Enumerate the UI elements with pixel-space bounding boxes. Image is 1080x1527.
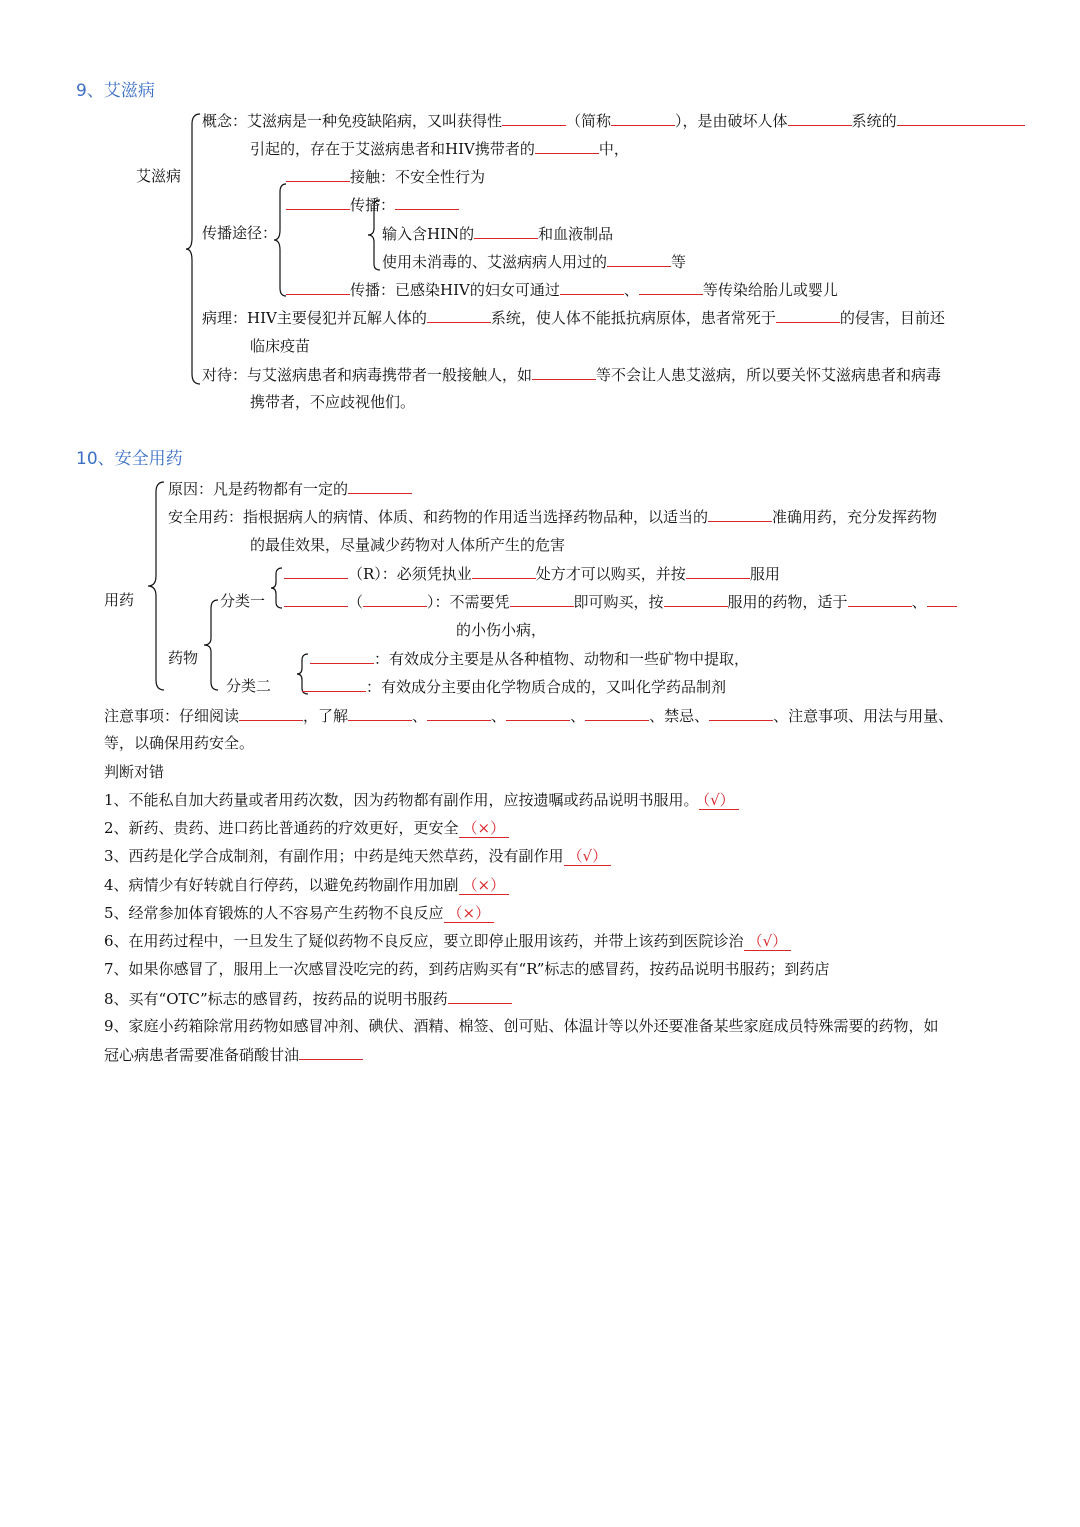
blank[interactable] (448, 988, 512, 1004)
blood-sub-1: 输入含HIN的 和血液制品 (382, 225, 614, 243)
judgment-item: 2、新药、贵药、进口药比普通药的疗效更好，更安全 （×） (104, 818, 509, 838)
class1-label: 分类一 (220, 592, 266, 610)
blank[interactable] (532, 364, 596, 380)
judgment-item-9-line-2: 冠心病患者需要准备硝酸甘油 (104, 1044, 363, 1065)
aids-root-label: 艾滋病 (136, 167, 182, 185)
judgment-answer[interactable]: （×） (459, 819, 510, 838)
class1-line-1: （R）：必须凭执业 处方才可以购买，并按 服用 (284, 563, 780, 584)
blank[interactable] (535, 138, 599, 154)
class1-line-3: 的小伤小病， (456, 621, 547, 639)
blank[interactable] (472, 563, 536, 579)
blank[interactable] (474, 223, 538, 239)
blank[interactable] (664, 591, 728, 607)
blank[interactable] (348, 478, 412, 494)
blank[interactable] (363, 591, 427, 607)
transmission-label: 传播途径： (202, 224, 278, 242)
blank[interactable] (286, 166, 350, 182)
blank[interactable] (686, 563, 750, 579)
blank[interactable] (776, 307, 840, 323)
class1-brace (272, 568, 284, 608)
blank[interactable] (607, 251, 671, 267)
medication-root-label: 用药 (104, 591, 135, 609)
blank[interactable] (585, 705, 649, 721)
blank[interactable] (506, 705, 570, 721)
blank[interactable] (239, 705, 303, 721)
blank[interactable] (848, 591, 912, 607)
blank[interactable] (302, 676, 366, 692)
judgment-item: 4、病情少有好转就自行停药，以避免药物副作用加剧 （×） (104, 875, 509, 895)
notes-line-2: 等，以确保用药安全。 (104, 734, 255, 752)
judgment-answer[interactable]: （√） (699, 791, 739, 810)
judgment-item: 1、不能私自加大药量或者用药次数，因为药物都有副作用，应按遗嘱或药品说明书服用。 （√） (104, 790, 739, 810)
blank[interactable] (560, 279, 624, 295)
drug-label: 药物 (168, 649, 199, 667)
medication-main-brace (150, 482, 166, 690)
blank[interactable] (611, 110, 675, 126)
pathology-line-2: 临床疫苗 (250, 337, 311, 355)
attitude-line-2: 携带者，不应歧视他们。 (250, 393, 416, 411)
blank[interactable] (395, 194, 459, 210)
mother-transmission: 传播：已感染HIV的妇女可通过 、 等传染给胎儿或婴儿 (286, 279, 838, 300)
class1-line-2: （ ）：不需要凭 即可购买，按 服用的药物，适于 、 (284, 591, 957, 612)
section-10-title: 10、安全用药 (76, 449, 183, 469)
blank[interactable] (897, 110, 1025, 126)
blood-transmission: 传播： (286, 194, 459, 215)
blank[interactable] (299, 1044, 363, 1060)
blank[interactable] (927, 591, 957, 607)
judgment-item: 3、西药是化学合成制剂，有副作用；中药是纯天然草药，没有副作用 （√） (104, 846, 611, 866)
judgment-answer[interactable]: （×） (444, 904, 495, 923)
attitude-line-1: 对待：与艾滋病患者和病毒携带者一般接触人，如 等不会让人患艾滋病，所以要关怀艾滋病患者和病毒 (202, 366, 942, 384)
safe-use-line-2: 的最佳效果，尽量减少药物对人体所产生的危害 (250, 536, 566, 554)
blank[interactable] (510, 591, 574, 607)
judgment-item: 6、在用药过程中，一旦发生了疑似药物不良反应，要立即停止服用该药，并带上该药到医院诊治 （√） (104, 931, 791, 951)
class2-label: 分类二 (226, 677, 272, 695)
blank[interactable] (284, 591, 348, 607)
judgment-item: 8、买有“OTC”标志的感冒药，按药品的说明书服药 (104, 988, 512, 1009)
blank[interactable] (639, 279, 703, 295)
concept-line-1: 概念：艾滋病是一种免疫缺陷病，又叫获得性 （简称 ），是由破坏人体 系统的 (202, 110, 1025, 131)
blank[interactable] (427, 705, 491, 721)
blank[interactable] (348, 705, 412, 721)
blank[interactable] (427, 307, 491, 323)
section-9-title: 9、艾滋病 (76, 81, 155, 101)
blank[interactable] (708, 506, 772, 522)
contact-transmission: 接触：不安全性行为 (286, 166, 485, 187)
blank[interactable] (286, 194, 350, 210)
drug-brace (206, 600, 220, 690)
class2-line-1: ：有效成分主要是从各种植物、动物和一些矿物中提取， (310, 648, 749, 669)
judgment-answer[interactable]: （√） (744, 932, 792, 951)
concept-line-2: 引起的，存在于艾滋病患者和HIV携带者的 中， (250, 140, 629, 158)
class2-line-2: ：有效成分主要由化学物质合成的，又叫化学药品制剂 (302, 676, 726, 697)
safe-use-line-1: 安全用药：指根据病人的病情、体质、和药物的作用适当选择药物品种，以适当的 准确用药，充分发挥药物 (168, 508, 938, 526)
blank[interactable] (284, 563, 348, 579)
blood-sub-2: 使用未消毒的、艾滋病病人用过的 等 (382, 253, 687, 271)
judgment-item: 9、家庭小药箱除常用药物如感冒冲剂、碘伏、酒精、棉签、创可贴、体温计等以外还要准备某些家庭成员特殊需要的药物，如 (104, 1017, 939, 1035)
blood-brace (370, 200, 382, 270)
judgment-answer[interactable]: （√） (564, 847, 612, 866)
notes-line-1: 注意事项：仔细阅读 ，了解 、 、 、 、禁忌、 、注意事项、用法与用量、 (104, 707, 954, 725)
reason-line: 原因：凡是药物都有一定的 (168, 478, 412, 499)
judge-title: 判断对错 (104, 763, 165, 781)
blank[interactable] (286, 279, 350, 295)
judgment-item: 7、如果你感冒了，服用上一次感冒没吃完的药，到药店购买有“R”标志的感冒药，按药品说明书服药；到药店 (104, 960, 830, 978)
aids-main-brace (188, 114, 202, 384)
judgment-item: 5、经常参加体育锻炼的人不容易产生药物不良反应 （×） (104, 903, 494, 923)
pathology-line-1: 病理：HIV主要侵犯并瓦解人体的 系统，使人体不能抵抗病原体，患者常死于 的侵害，目前还 (202, 309, 945, 327)
judgment-answer[interactable]: （×） (459, 876, 510, 895)
blank[interactable] (709, 705, 773, 721)
blank[interactable] (310, 648, 374, 664)
blank[interactable] (502, 110, 566, 126)
blank[interactable] (788, 110, 852, 126)
